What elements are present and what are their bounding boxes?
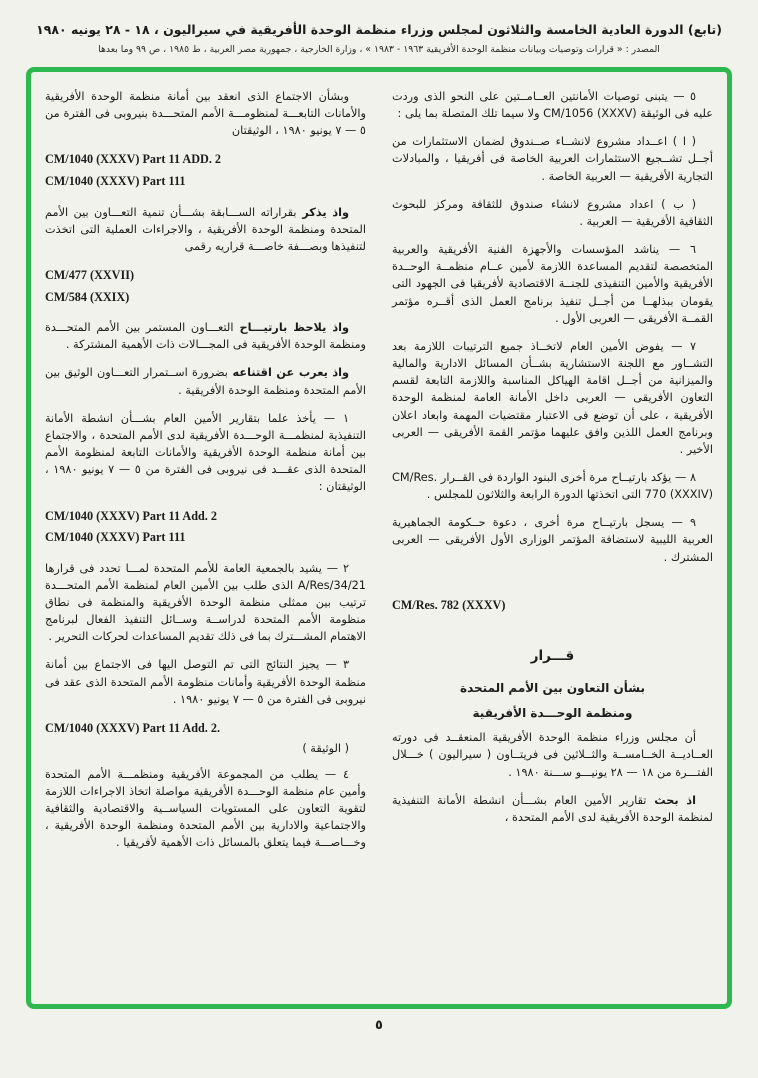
paragraph: واذ يلاحظ بارتيـــاح التعـــاون المستمر بين الأمم المتحـــدة ومنظمة الوحدة الأفريقية فى المجـــالات ذات الأهمية المشتركة . [45, 321, 366, 352]
page-number: ٥ [375, 1018, 383, 1033]
doc-reference-code: CM/1040 (XXXV) Part 111 [45, 174, 186, 189]
doc-note: ( الوثيقة ) [302, 742, 350, 756]
two-column-layout [45, 88, 713, 992]
paragraph: ٩ — يسجل بارتيــاح مرة أخرى ، دعوة حــكومة الجماهيرية العربية الليبية لاستضافة المؤتمر الوزارى الأول الأفريقى — العربى المشترك . [392, 516, 713, 564]
paragraph: ٥ — يتبنى توصيات الأمانتين العــامــتين على النحو الذى وردت عليه فى الوثيقة CM/1056 (XXXV) ولا سيما تلك المتصلة بما يلى : [392, 90, 713, 121]
right-column [392, 88, 713, 992]
paragraph: ٦ — يناشد المؤسسات والأجهزة الفنية الأفريقية والعربية المتخصصة لتقديم المساعدة اللازمة لأمين عــام منظمــة الوحــدة الأفريقية والأمين التنفيذى للجنــة الاقتصادية لأفريقيا فى الجهود التى يقومان ببذلهــا من أجــل تنفيذ برنامج العمل الذى أقــره مؤتمر القمــة الأفريقى — العربى الأول . [392, 243, 713, 325]
doc-reference-code: CM/1040 (XXXV) Part 11 Add. 2. [45, 720, 221, 735]
paragraph: ٣ — يجيز النتائج التى تم التوصل اليها فى الاجتماع بين أمانة منظمة الوحدة الأفريقية وأمانات منظومة الأمم المتحدة الذى عقد فى نيروبى فى الفترة من ٥ — ٧ يونيو ١٩٨٠ . [45, 658, 366, 706]
paragraph: ٨ — يؤكد بارتيــاح مرة أخرى البنود الواردة فى القــرار CM/Res. 770 (XXXIV) التى اتخذتها الدورة الرابعة والثلاثون للمجلس . [392, 470, 713, 502]
header-source-line: المصدر : « قرارات وتوصيات وبيانات منظمة الوحدة الأفريقية ١٩٦٣ - ١٩٨٣ » ، وزارة الخارجية ، جمهورية مصر العربية ، ط ١٩٨٥ ، ص ٩٩ وما بعدها [98, 44, 660, 55]
section-heading: قـــرار [530, 648, 575, 665]
doc-reference-code: CM/1040 (XXXV) Part 111 [45, 530, 186, 545]
paragraph: اذ بحث تقارير الأمين العام بشـــأن انشطة الأمانة التنفيذية لمنظمة الوحدة الأفريقية لدى الأمم المتحدة ، [392, 793, 713, 824]
paragraph: ٢ — يشيد بالجمعية العامة للأمم المتحدة لمـــا تحدد فى قرارها A/Res/34/21 الذى طلب بين الأمين العام لمنظمة الأمم المتحـــدة ترتيب بين ممثلى منظمة الوحدة الأفريقية والمنظمة فى نطاق منظومة الأمم المتحدة لدراســة وســائل التنفيذ الفعال لبرنامج الاهتمام المشـــترك بما فى ذلك تقديم المساعدات لحركات التحرير . [45, 561, 366, 644]
doc-reference-code: CM/Res. 782 (XXXV) [392, 597, 506, 612]
header-session-line: (تابع) الدورة العادية الخامسة والثلاثون لمجلس وزراء منظمة الوحدة الأفريقية في سيراليون ، ١٨ - ٢٨ يونيه ١٩٨٠ [36, 22, 722, 37]
section-heading: ومنظمة الوحـــدة الأفريقية [472, 706, 633, 721]
doc-reference-code: CM/477 (XXVII) [45, 268, 135, 283]
paragraph: ( ب ) اعداد مشروع لانشاء صندوق للثقافة ومركز للبحوث الثقافية الأفريقية — العربية . [392, 197, 713, 228]
content-border-box [26, 67, 732, 1009]
paragraph: ٤ — يطلب من المجموعة الأفريقية ومنظمـــة الأمم المتحدة وأمين عام منظمة الوحـــدة الأفريقية مواصلة اتخاذ الاجراءات اللازمة لتقوية التعاون على المستويات السياســية والاقتصادية والثقافية والاجتماعية والادارية بين الأمم المتحدة ومنظمة الوحدة الأفريقية ، وخـــاصـــة فيما يتعلق بالمسائل ذات الأهمية لأفريقيا . [45, 767, 366, 850]
paragraph: واذ يعرب عن اقتناعه بضرورة اســتمرار التعـــاون الوثيق بين الأمم المتحدة ومنظمة الوحدة الأفريقية . [45, 366, 366, 397]
section-heading: بشأن التعاون بين الأمم المتحدة [460, 680, 645, 695]
paragraph: ٧ — يفوض الأمين العام لاتخــاذ جميع الترتيبات اللازمة بعد التشــاور مع اللجنة الاستشارية بشــأن المسائل الادارية والمالية والميزانية من أجــل اقامة الهياكل المناسبة واللازمة التابعة لقسم التعاون الأفريقى — العربى داخل الأمانة العامة لمنظمة الوحدة الأفريقية ، على أن توضع فى الاعتبار مقتضيات المهمة وابعاد اعلان وبرنامج العمل اللذين وافق عليهما مؤتمر القمة الأفريقى — العربى الأخير . [392, 339, 713, 456]
page-header [0, 0, 758, 55]
doc-reference-code: CM/584 (XXIX) [45, 289, 130, 304]
doc-reference-code: CM/1040 (XXXV) Part 11 ADD. 2 [45, 152, 222, 167]
left-column [45, 88, 366, 992]
paragraph: ١ — يأخذ علما بتقارير الأمين العام بشـــأن انشطة الأمانة التنفيذية لمنظمـــة الوحـــدة الأفريقية لدى الأمم المتحدة ، والاجتماع بين أمانة منظمة الوحدة الأفريقية والأمانات التابعة لمنظومة الأمم المتحدة الذى عقـــد فى نيروبى فى الفترة من ٥ — ٧ يونيو ١٩٨٠ ، الوثيقتان : [45, 411, 366, 494]
paragraph: واذ يذكر بقراراته الســـابقة بشـــأن تنمية التعـــاون بين الأمم المتحدة ومنظمة الوحدة الأفريقية ، والاجراءات العملية التى اتخذت لتنفيذها وبصـــفة خاصـــة قراريه رقمى [45, 205, 366, 253]
doc-reference-code: CM/1040 (XXXV) Part 11 Add. 2 [45, 508, 217, 523]
paragraph: وبشأن الاجتماع الذى انعقد بين أمانة منظمة الوحدة الأفريقية والأمانات التابعـــة لمنظومـــة الأمم المتحـــدة بنيروبى فى الفترة من ٥ — ٧ يونيو ١٩٨٠ ، الوثيقتان [45, 90, 366, 138]
paragraph: أن مجلس وزراء منظمة الوحدة الأفريقية المنعقــد فى دورته العــاديــة الخــامســة والثــلاثين فى فريتــاون ( سيراليون ) خـــلال الفتـــرة من ١٨ — ٢٨ يونيـــو ســـنة ١٩٨٠ . [392, 731, 713, 779]
paragraph: ( ا ) اعــداد مشروع لانشــاء صــندوق لضمان الاستثمارات من أجــل تشــجيع الاستثمارات العربية الخاصة فى أفريقيا ، والمبادلات التجارية الأفريقية — العربية الخاصة . [392, 135, 713, 183]
